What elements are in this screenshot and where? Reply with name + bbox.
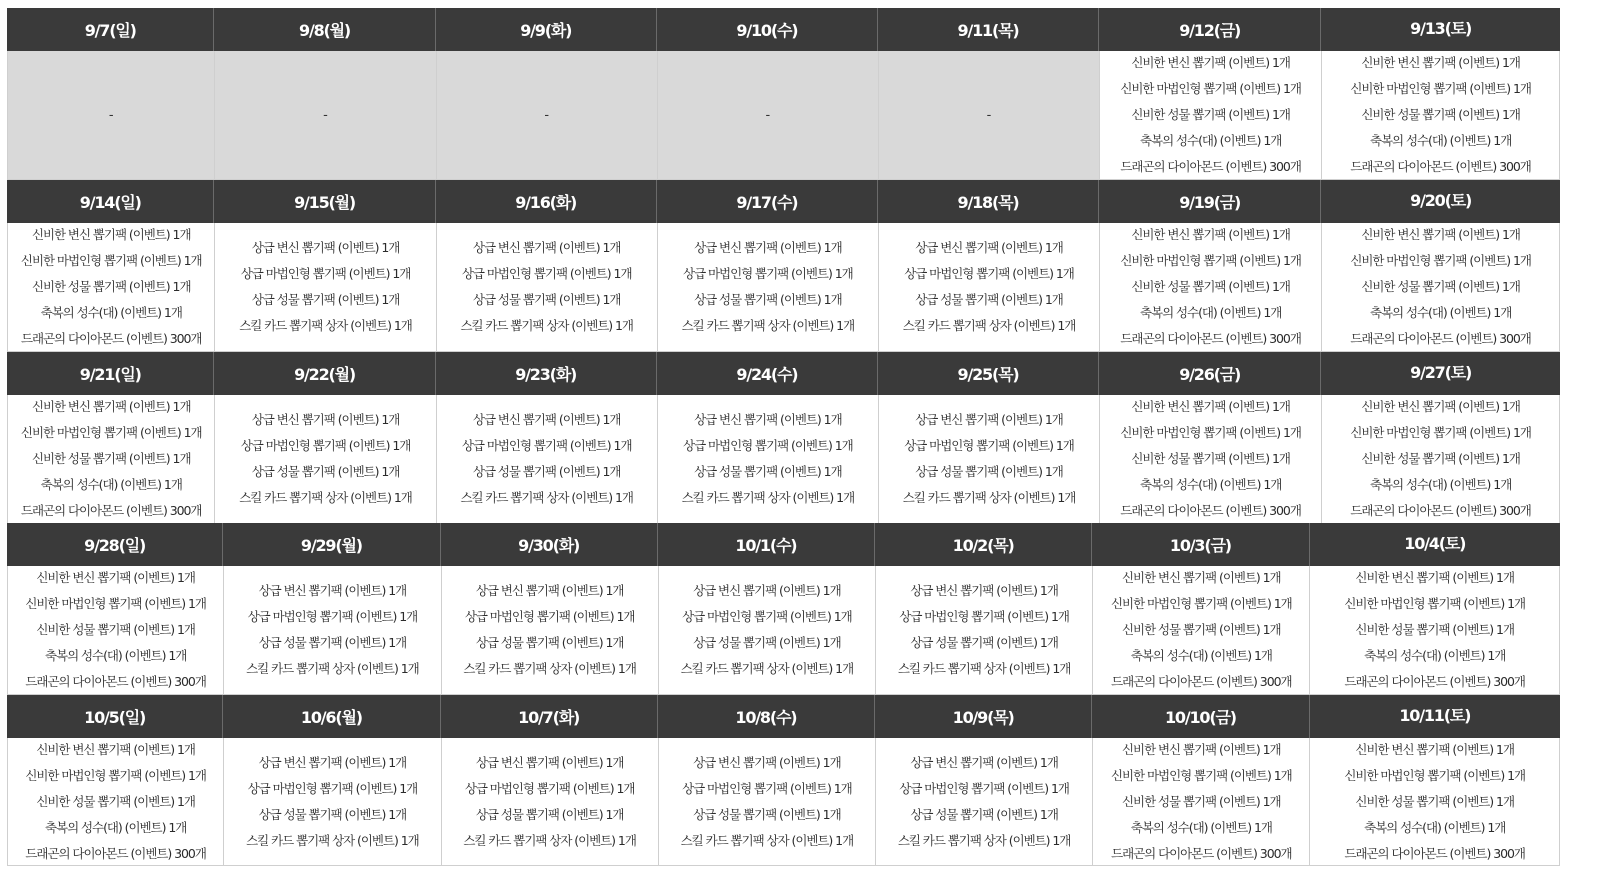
reward-item: 스킬 카드 뽑기팩 상자 (이벤트) 1개: [460, 490, 633, 505]
day-header: 10/9(목): [875, 695, 1092, 738]
day-rewards-cell: [214, 395, 435, 523]
day-rewards-cell: [658, 566, 875, 694]
reward-item: 신비한 변신 뽑기팩 (이벤트) 1개: [1122, 741, 1281, 757]
reward-item: 신비한 마법인형 뽑기팩 (이벤트) 1개: [1111, 596, 1292, 611]
reward-item: 신비한 마법인형 뽑기팩 (이벤트) 1개: [1350, 425, 1531, 440]
day-rewards-cell: [7, 395, 214, 523]
reward-item: 상급 성물 뽑기팩 (이벤트) 1개: [915, 464, 1063, 479]
reward-item: 드래곤의 다이아몬드 (이벤트) 300개: [1350, 503, 1531, 518]
reward-item: 신비한 성물 뽑기팩 (이벤트) 1개: [1122, 622, 1281, 637]
week-header-row: [7, 352, 1560, 395]
reward-item: 상급 변신 뽑기팩 (이벤트) 1개: [472, 412, 621, 427]
reward-item: 드래곤의 다이아몬드 (이벤트) 300개: [1120, 503, 1301, 518]
reward-item: 상급 성물 뽑기팩 (이벤트) 1개: [910, 806, 1058, 822]
day-rewards-cell: [7, 51, 214, 179]
day-rewards-cell: [1099, 223, 1321, 351]
day-rewards-cell: [1321, 51, 1560, 179]
reward-item: 상급 변신 뽑기팩 (이벤트) 1개: [694, 412, 842, 427]
day-rewards-cell: [875, 566, 1092, 694]
reward-item: 스킬 카드 뽑기팩 상자 (이벤트) 1개: [463, 661, 636, 676]
day-rewards-cell: [1321, 395, 1560, 523]
week-rewards-row: [7, 223, 1560, 352]
day-rewards-cell: [1321, 223, 1560, 351]
day-rewards-cell: [223, 738, 440, 865]
reward-item: 축복의 성수(대) (이벤트) 1개: [1370, 305, 1512, 320]
day-header: 9/10(수): [657, 8, 878, 51]
reward-item: 축복의 성수(대) (이벤트) 1개: [1370, 477, 1512, 492]
day-rewards-cell: [1099, 395, 1321, 523]
reward-item: 신비한 마법인형 뽑기팩 (이벤트) 1개: [25, 767, 206, 783]
reward-item: 드래곤의 다이아몬드 (이벤트) 300개: [20, 331, 202, 346]
reward-item: 상급 변신 뽑기팩 (이벤트) 1개: [475, 583, 624, 598]
reward-item: 드래곤의 다이아몬드 (이벤트) 300개: [25, 674, 206, 689]
no-reward-dash: -: [544, 107, 550, 123]
day-rewards-cell: [658, 738, 875, 865]
reward-item: 신비한 변신 뽑기팩 (이벤트) 1개: [36, 741, 195, 757]
reward-item: 신비한 변신 뽑기팩 (이벤트) 1개: [1122, 570, 1281, 585]
reward-item: 스킬 카드 뽑기팩 상자 (이벤트) 1개: [681, 490, 855, 505]
reward-item: 축복의 성수(대) (이벤트) 1개: [1364, 819, 1506, 835]
day-header: 9/13(토): [1410, 19, 1472, 38]
reward-item: 상급 성물 뽑기팩 (이벤트) 1개: [475, 635, 624, 650]
reward-item: 스킬 카드 뽑기팩 상자 (이벤트) 1개: [897, 832, 1071, 848]
reward-item: 신비한 변신 뽑기팩 (이벤트) 1개: [1361, 399, 1520, 414]
reward-item: 축복의 성수(대) (이벤트) 1개: [1140, 133, 1282, 148]
reward-item: 스킬 카드 뽑기팩 상자 (이벤트) 1개: [902, 490, 1076, 505]
reward-item: 드래곤의 다이아몬드 (이벤트) 300개: [1344, 845, 1525, 861]
day-rewards-cell: [214, 223, 435, 351]
reward-item: 상급 성물 뽑기팩 (이벤트) 1개: [694, 292, 842, 307]
reward-item: 신비한 변신 뽑기팩 (이벤트) 1개: [1355, 741, 1514, 757]
day-rewards-cell: [875, 738, 1092, 865]
day-header: 9/21(일): [7, 352, 214, 395]
day-header: 9/19(금): [1099, 180, 1321, 223]
reward-item: 드래곤의 다이아몬드 (이벤트) 300개: [1111, 845, 1292, 861]
reward-item: 신비한 변신 뽑기팩 (이벤트) 1개: [1361, 227, 1520, 242]
day-header: 9/24(수): [657, 352, 878, 395]
reward-item: 상급 마법인형 뽑기팩 (이벤트) 1개: [247, 780, 418, 796]
reward-item: 스킬 카드 뽑기팩 상자 (이벤트) 1개: [681, 318, 855, 333]
reward-item: 신비한 성물 뽑기팩 (이벤트) 1개: [36, 793, 195, 809]
reward-item: 상급 변신 뽑기팩 (이벤트) 1개: [475, 754, 624, 770]
reward-item: 신비한 마법인형 뽑기팩 (이벤트) 1개: [1111, 767, 1292, 783]
reward-item: 신비한 변신 뽑기팩 (이벤트) 1개: [36, 570, 195, 585]
day-rewards-cell: [1309, 566, 1560, 694]
day-rewards-cell: [1092, 738, 1309, 865]
reward-item: 스킬 카드 뽑기팩 상자 (이벤트) 1개: [239, 490, 412, 505]
reward-item: 축복의 성수(대) (이벤트) 1개: [40, 305, 182, 320]
day-header: 9/9(화): [436, 8, 657, 51]
reward-item: 상급 변신 뽑기팩 (이벤트) 1개: [251, 240, 400, 255]
reward-item: 드래곤의 다이아몬드 (이벤트) 300개: [1350, 331, 1531, 346]
reward-item: 상급 마법인형 뽑기팩 (이벤트) 1개: [464, 609, 635, 624]
reward-item: 신비한 성물 뽑기팩 (이벤트) 1개: [1131, 279, 1290, 294]
reward-item: 축복의 성수(대) (이벤트) 1개: [45, 819, 187, 835]
day-rewards-cell: [878, 223, 1099, 351]
day-header: 10/3(금): [1092, 523, 1309, 566]
reward-item: 축복의 성수(대) (이벤트) 1개: [1130, 648, 1272, 663]
day-rewards-cell: [657, 51, 878, 179]
day-header: 9/23(화): [436, 352, 657, 395]
day-header: 9/14(일): [7, 180, 214, 223]
reward-item: 신비한 성물 뽑기팩 (이벤트) 1개: [1361, 107, 1520, 122]
day-rewards-cell: [7, 223, 214, 351]
reward-item: 신비한 성물 뽑기팩 (이벤트) 1개: [36, 622, 195, 637]
day-header: 10/11(토): [1399, 706, 1471, 725]
reward-item: 상급 변신 뽑기팩 (이벤트) 1개: [915, 240, 1063, 255]
day-rewards-cell: [441, 738, 658, 865]
calendar-week: [7, 8, 1560, 180]
no-reward-dash: -: [323, 107, 328, 123]
day-header: 9/12(금): [1099, 8, 1321, 51]
reward-item: 스킬 카드 뽑기팩 상자 (이벤트) 1개: [902, 318, 1076, 333]
reward-item: 축복의 성수(대) (이벤트) 1개: [1140, 305, 1282, 320]
reward-item: 상급 성물 뽑기팩 (이벤트) 1개: [472, 292, 621, 307]
day-rewards-cell: [214, 51, 435, 179]
reward-item: 스킬 카드 뽑기팩 상자 (이벤트) 1개: [246, 832, 419, 848]
reward-item: 신비한 마법인형 뽑기팩 (이벤트) 1개: [1120, 81, 1301, 96]
reward-item: 축복의 성수(대) (이벤트) 1개: [1140, 477, 1282, 492]
reward-item: 스킬 카드 뽑기팩 상자 (이벤트) 1개: [239, 318, 412, 333]
reward-item: 상급 마법인형 뽑기팩 (이벤트) 1개: [240, 438, 411, 453]
reward-item: 신비한 성물 뽑기팩 (이벤트) 1개: [1122, 793, 1281, 809]
reward-item: 상급 마법인형 뽑기팩 (이벤트) 1개: [899, 780, 1069, 796]
reward-item: 상급 마법인형 뽑기팩 (이벤트) 1개: [899, 609, 1069, 624]
reward-item: 신비한 성물 뽑기팩 (이벤트) 1개: [1355, 622, 1514, 637]
no-reward-dash: -: [765, 107, 771, 123]
reward-item: 스킬 카드 뽑기팩 상자 (이벤트) 1개: [463, 832, 636, 848]
reward-item: 신비한 마법인형 뽑기팩 (이벤트) 1개: [25, 596, 206, 611]
day-rewards-cell: [878, 51, 1099, 179]
week-rewards-row: [7, 51, 1560, 180]
day-rewards-cell: [1309, 738, 1560, 865]
reward-item: 스킬 카드 뽑기팩 상자 (이벤트) 1개: [246, 661, 419, 676]
week-header-row: [7, 695, 1560, 738]
week-header-row: [7, 8, 1560, 51]
reward-item: 신비한 변신 뽑기팩 (이벤트) 1개: [31, 227, 191, 242]
reward-item: 상급 변신 뽑기팩 (이벤트) 1개: [910, 754, 1058, 770]
reward-item: 상급 성물 뽑기팩 (이벤트) 1개: [475, 806, 624, 822]
day-header: 9/28(일): [7, 523, 223, 566]
day-header: 9/22(월): [214, 352, 435, 395]
day-rewards-cell: [657, 395, 878, 523]
reward-item: 신비한 마법인형 뽑기팩 (이벤트) 1개: [20, 425, 202, 440]
day-header: 10/6(월): [223, 695, 440, 738]
reward-item: 상급 마법인형 뽑기팩 (이벤트) 1개: [683, 438, 853, 453]
reward-item: 축복의 성수(대) (이벤트) 1개: [45, 648, 187, 663]
reward-item: 상급 마법인형 뽑기팩 (이벤트) 1개: [904, 438, 1074, 453]
reward-item: 신비한 성물 뽑기팩 (이벤트) 1개: [31, 279, 191, 294]
reward-item: 상급 성물 뽑기팩 (이벤트) 1개: [693, 635, 841, 650]
day-header: 9/7(일): [7, 8, 214, 51]
reward-item: 축복의 성수(대) (이벤트) 1개: [40, 477, 182, 492]
reward-item: 상급 마법인형 뽑기팩 (이벤트) 1개: [904, 266, 1074, 281]
no-reward-dash: -: [108, 107, 114, 123]
day-rewards-cell: [7, 566, 223, 694]
calendar-week: [7, 695, 1560, 866]
reward-item: 상급 변신 뽑기팩 (이벤트) 1개: [915, 412, 1063, 427]
day-header: 10/7(화): [441, 695, 658, 738]
reward-item: 드래곤의 다이아몬드 (이벤트) 300개: [25, 845, 206, 861]
reward-item: 드래곤의 다이아몬드 (이벤트) 300개: [1111, 674, 1292, 689]
day-header: 9/29(월): [223, 523, 440, 566]
reward-item: 축복의 성수(대) (이벤트) 1개: [1130, 819, 1272, 835]
reward-item: 상급 변신 뽑기팩 (이벤트) 1개: [693, 583, 841, 598]
day-header: 10/4(토): [1404, 534, 1466, 553]
reward-item: 상급 변신 뽑기팩 (이벤트) 1개: [910, 583, 1058, 598]
reward-item: 드래곤의 다이아몬드 (이벤트) 300개: [1120, 159, 1301, 174]
week-rewards-row: [7, 395, 1560, 524]
reward-item: 상급 성물 뽑기팩 (이벤트) 1개: [915, 292, 1063, 307]
reward-item: 상급 성물 뽑기팩 (이벤트) 1개: [693, 806, 841, 822]
reward-item: 신비한 마법인형 뽑기팩 (이벤트) 1개: [1120, 425, 1301, 440]
reward-item: 신비한 성물 뽑기팩 (이벤트) 1개: [1361, 451, 1520, 466]
day-header: 9/15(월): [214, 180, 435, 223]
reward-item: 드래곤의 다이아몬드 (이벤트) 300개: [1120, 331, 1301, 346]
day-rewards-cell: [436, 395, 657, 523]
day-header: 9/11(목): [878, 8, 1099, 51]
day-rewards-cell: [657, 223, 878, 351]
no-reward-dash: -: [986, 107, 992, 123]
day-header: 10/2(목): [875, 523, 1092, 566]
reward-item: 신비한 마법인형 뽑기팩 (이벤트) 1개: [1344, 596, 1525, 611]
reward-item: 신비한 성물 뽑기팩 (이벤트) 1개: [1361, 279, 1520, 294]
week-rewards-row: [7, 566, 1560, 695]
day-rewards-cell: [223, 566, 440, 694]
reward-item: 드래곤의 다이아몬드 (이벤트) 300개: [1350, 159, 1531, 174]
day-header: 9/20(토): [1410, 191, 1472, 210]
reward-item: 상급 성물 뽑기팩 (이벤트) 1개: [472, 464, 621, 479]
day-header: 9/26(금): [1099, 352, 1321, 395]
reward-item: 상급 마법인형 뽑기팩 (이벤트) 1개: [464, 780, 635, 796]
day-header: 9/17(수): [657, 180, 878, 223]
reward-item: 상급 성물 뽑기팩 (이벤트) 1개: [258, 806, 407, 822]
week-rewards-row: [7, 738, 1560, 866]
reward-item: 상급 마법인형 뽑기팩 (이벤트) 1개: [240, 266, 411, 281]
reward-item: 상급 마법인형 뽑기팩 (이벤트) 1개: [683, 266, 853, 281]
reward-item: 상급 마법인형 뽑기팩 (이벤트) 1개: [682, 780, 852, 796]
week-header-row: [7, 523, 1560, 566]
reward-item: 상급 변신 뽑기팩 (이벤트) 1개: [251, 412, 400, 427]
reward-item: 상급 성물 뽑기팩 (이벤트) 1개: [694, 464, 842, 479]
reward-item: 신비한 변신 뽑기팩 (이벤트) 1개: [1361, 55, 1520, 70]
reward-item: 신비한 마법인형 뽑기팩 (이벤트) 1개: [1344, 767, 1525, 783]
reward-item: 신비한 마법인형 뽑기팩 (이벤트) 1개: [1350, 253, 1531, 268]
reward-item: 상급 성물 뽑기팩 (이벤트) 1개: [251, 464, 400, 479]
day-rewards-cell: [436, 223, 657, 351]
reward-item: 스킬 카드 뽑기팩 상자 (이벤트) 1개: [680, 661, 854, 676]
calendar-week: [7, 180, 1560, 352]
day-rewards-cell: [436, 51, 657, 179]
day-header: 9/30(화): [441, 523, 658, 566]
reward-item: 신비한 변신 뽑기팩 (이벤트) 1개: [1131, 55, 1290, 70]
day-rewards-cell: [441, 566, 658, 694]
day-header: 9/16(화): [436, 180, 657, 223]
reward-item: 상급 변신 뽑기팩 (이벤트) 1개: [258, 583, 407, 598]
day-rewards-cell: [878, 395, 1099, 523]
reward-item: 스킬 카드 뽑기팩 상자 (이벤트) 1개: [460, 318, 633, 333]
reward-item: 상급 변신 뽑기팩 (이벤트) 1개: [258, 754, 407, 770]
day-header: 9/8(월): [214, 8, 435, 51]
calendar-week: [7, 352, 1560, 524]
day-header: 10/8(수): [658, 695, 875, 738]
reward-item: 상급 변신 뽑기팩 (이벤트) 1개: [693, 754, 841, 770]
reward-item: 스킬 카드 뽑기팩 상자 (이벤트) 1개: [680, 832, 854, 848]
day-header: 10/1(수): [658, 523, 875, 566]
reward-item: 신비한 성물 뽑기팩 (이벤트) 1개: [1355, 793, 1514, 809]
reward-item: 신비한 변신 뽑기팩 (이벤트) 1개: [1131, 399, 1290, 414]
day-rewards-cell: [1099, 51, 1321, 179]
reward-item: 신비한 변신 뽑기팩 (이벤트) 1개: [1355, 570, 1514, 585]
reward-item: 상급 마법인형 뽑기팩 (이벤트) 1개: [461, 438, 632, 453]
day-header: 10/10(금): [1092, 695, 1309, 738]
reward-item: 상급 마법인형 뽑기팩 (이벤트) 1개: [247, 609, 418, 624]
reward-item: 신비한 성물 뽑기팩 (이벤트) 1개: [1131, 451, 1290, 466]
day-rewards-cell: [7, 738, 223, 865]
reward-item: 신비한 성물 뽑기팩 (이벤트) 1개: [31, 451, 191, 466]
reward-item: 신비한 성물 뽑기팩 (이벤트) 1개: [1131, 107, 1290, 122]
reward-item: 신비한 변신 뽑기팩 (이벤트) 1개: [1131, 227, 1290, 242]
reward-item: 신비한 마법인형 뽑기팩 (이벤트) 1개: [20, 253, 202, 268]
day-header: 9/18(목): [878, 180, 1099, 223]
reward-item: 드래곤의 다이아몬드 (이벤트) 300개: [1344, 674, 1525, 689]
day-rewards-cell: [1092, 566, 1309, 694]
reward-item: 스킬 카드 뽑기팩 상자 (이벤트) 1개: [897, 661, 1071, 676]
reward-item: 상급 변신 뽑기팩 (이벤트) 1개: [694, 240, 842, 255]
day-header: 10/5(일): [7, 695, 223, 738]
day-header: 9/27(토): [1410, 363, 1472, 382]
reward-item: 상급 마법인형 뽑기팩 (이벤트) 1개: [461, 266, 632, 281]
week-header-row: [7, 180, 1560, 223]
calendar-week: [7, 523, 1560, 695]
reward-item: 축복의 성수(대) (이벤트) 1개: [1364, 648, 1506, 663]
reward-item: 축복의 성수(대) (이벤트) 1개: [1370, 133, 1512, 148]
reward-item: 신비한 변신 뽑기팩 (이벤트) 1개: [31, 399, 191, 414]
reward-item: 상급 마법인형 뽑기팩 (이벤트) 1개: [682, 609, 852, 624]
day-header: 9/25(목): [878, 352, 1099, 395]
reward-item: 상급 성물 뽑기팩 (이벤트) 1개: [910, 635, 1058, 650]
reward-item: 신비한 마법인형 뽑기팩 (이벤트) 1개: [1120, 253, 1301, 268]
reward-item: 상급 변신 뽑기팩 (이벤트) 1개: [472, 240, 621, 255]
reward-item: 상급 성물 뽑기팩 (이벤트) 1개: [258, 635, 407, 650]
reward-item: 신비한 마법인형 뽑기팩 (이벤트) 1개: [1350, 81, 1531, 96]
reward-item: 드래곤의 다이아몬드 (이벤트) 300개: [20, 503, 202, 518]
reward-item: 상급 성물 뽑기팩 (이벤트) 1개: [251, 292, 400, 307]
